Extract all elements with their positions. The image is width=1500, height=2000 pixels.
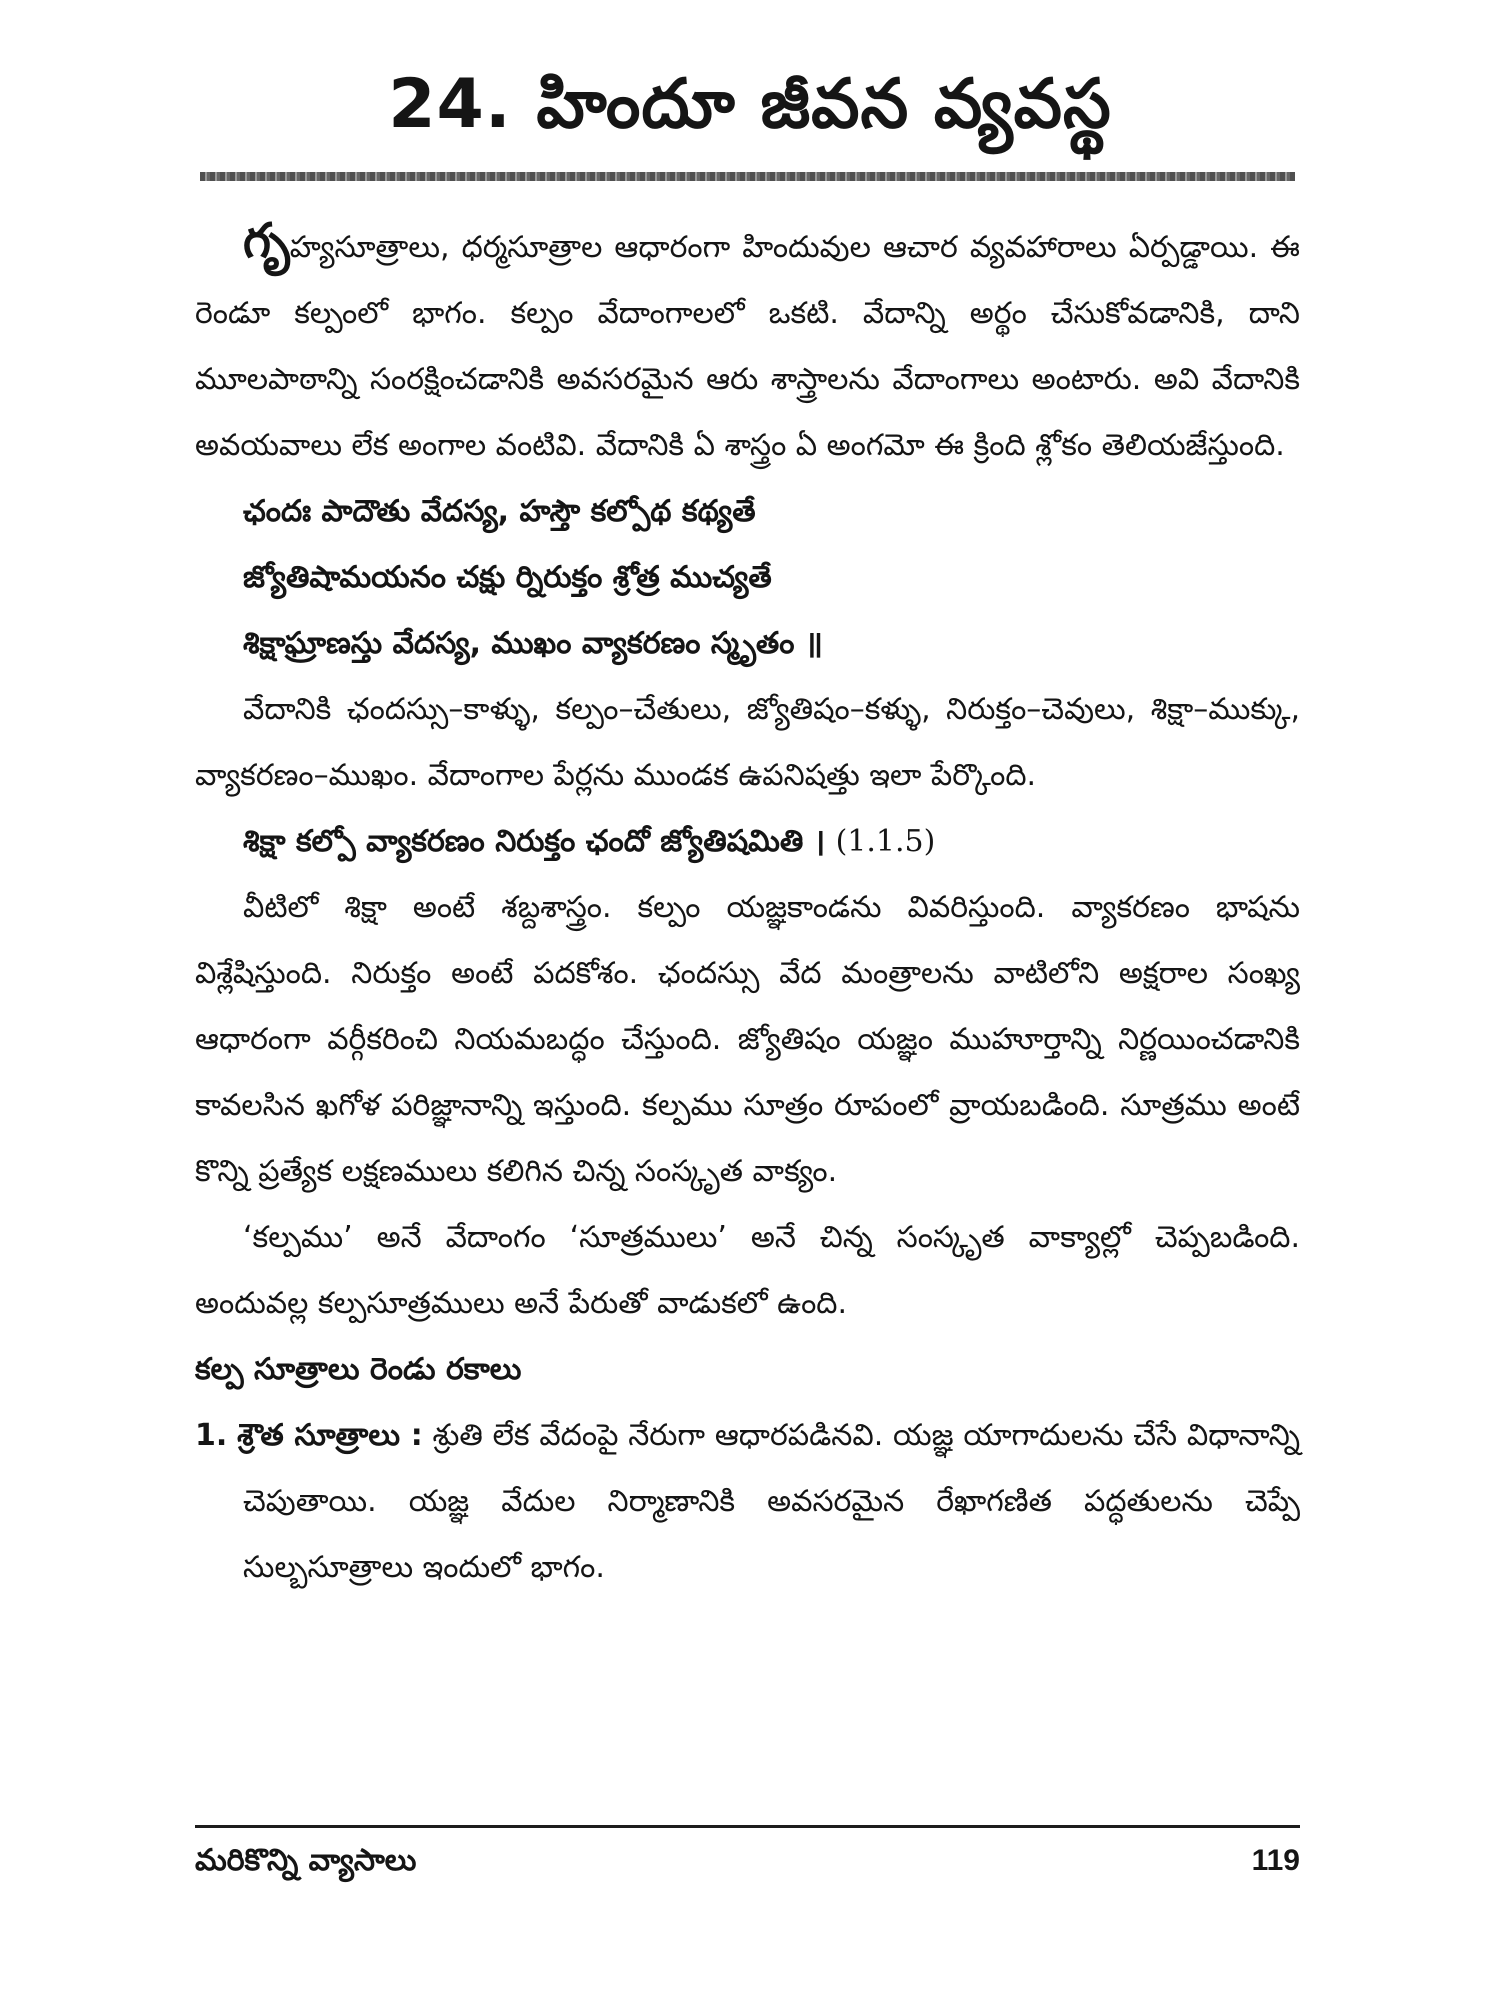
paragraph-4: ‘కల్పము’ అనే వేదాంగం ‘సూత్రములు’ అనే చిన్న సంస్కృత వాక్యాల్లో చెప్పబడింది. అందువల్ల కల్పసూత్రములు అనే పేరుతో వాడుకలో ఉంది. — [195, 1220, 1300, 1321]
verse-text: శిక్షా కల్పో వ్యాకరణం నిరుక్తం ఛందో జ్యోతిషమితి । — [243, 824, 826, 859]
page-body — [195, 208, 1300, 1601]
paragraph-1: గృహ్యసూత్రాలు, ధర్మసూత్రాల ఆధారంగా హిందువుల ఆచార వ్యవహారాలు ఏర్పడ్డాయి. ఈ రెండూ కల్పంలో భాగం. కల్పం వేదాంగాలలో ఒకటి. వేదాన్ని అర్థం చేసుకోవడానికి, దాని మూలపాఠాన్ని సంరక్షించడానికి అవసరమైన ఆరు శాస్త్రాలను వేదాంగాలు అంటారు. అవి వేదానికి అవయవాలు లేక అంగాల వంటివి. వేదానికి ఏ శాస్త్రం ఏ అంగమో ఈ క్రింది శ్లోకం తెలియజేస్తుంది. — [195, 213, 1300, 463]
section-subheading: కల్ప సూత్రాలు రెండు రకాలు — [195, 1352, 522, 1387]
footer-book-title: మరికొన్ని వ్యాసాలు — [195, 1843, 417, 1878]
paragraph-2: వేదానికి ఛందస్సు–కాళ్ళు, కల్పం–చేతులు, జ్యోతిషం–కళ్ళు, నిరుక్తం–చెవులు, శిక్షా–ముక్కు, వ్యాకరణం–ముఖం. వేదాంగాల పేర్లను ముండక ఉపనిషత్తు ఇలా పేర్కొంది. — [195, 692, 1300, 793]
list-item-number: 1. — [195, 1418, 228, 1453]
chapter-title: 24. హిందూ జీవన వ్యవస్థ — [388, 65, 1112, 144]
title-divider — [200, 172, 1295, 181]
paragraph-3: వీటిలో శిక్షా అంటే శబ్దశాస్త్రం. కల్పం యజ్ఞకాండను వివరిస్తుంది. వ్యాకరణం భాషను విశ్లేషిస్తుంది. నిరుక్తం అంటే పదకోశం. ఛందస్సు వేద మంత్రాలను వాటిలోని అక్షరాల సంఖ్య ఆధారంగా వర్గీకరించి నియమబద్ధం చేస్తుంది. జ్యోతిషం యజ్ఞం ముహూర్తాన్ని నిర్ణయించడానికి కావలసిన ఖగోళ పరిజ్ఞానాన్ని ఇస్తుంది. కల్పము సూత్రం రూపంలో వ్రాయబడింది. సూత్రము అంటే కొన్ని ప్రత్యేక లక్షణములు కలిగిన చిన్న సంస్కృత వాక్యం. — [195, 890, 1300, 1189]
list-item-term: శ్రౌత సూత్రాలు : — [237, 1418, 423, 1453]
verse-line-2: జ్యోతిషామయనం చక్షు ర్నిరుక్తం శ్రోత్ర ముచ్యతే — [243, 560, 772, 595]
verse-reference: (1.1.5) — [835, 824, 936, 859]
list-item-text: శ్రుతి లేక వేదంపై నేరుగా ఆధారపడినవి. యజ్ఞ యాగాదులను చేసే విధానాన్ని చెపుతాయి. యజ్ఞ వేదుల నిర్మాణానికి అవసరమైన రేఖాగణిత పద్ధతులను చెప్పే సుల్బసూత్రాలు ఇందులో భాగం. — [243, 1418, 1300, 1585]
verse-line-3: శిక్షాఘ్రాణస్తు వేదస్య, ముఖం వ్యాకరణం స్మృతం ॥ — [243, 626, 823, 661]
list-item-1 — [195, 1403, 1300, 1601]
verse-line-4 — [243, 809, 1300, 875]
verse-line-1: ఛందః పాదౌతు వేదస్య, హస్తౌ కల్పోథ కథ్యతే — [243, 494, 756, 529]
footer-divider — [195, 1825, 1300, 1828]
page-number: 119 — [1251, 1844, 1300, 1877]
